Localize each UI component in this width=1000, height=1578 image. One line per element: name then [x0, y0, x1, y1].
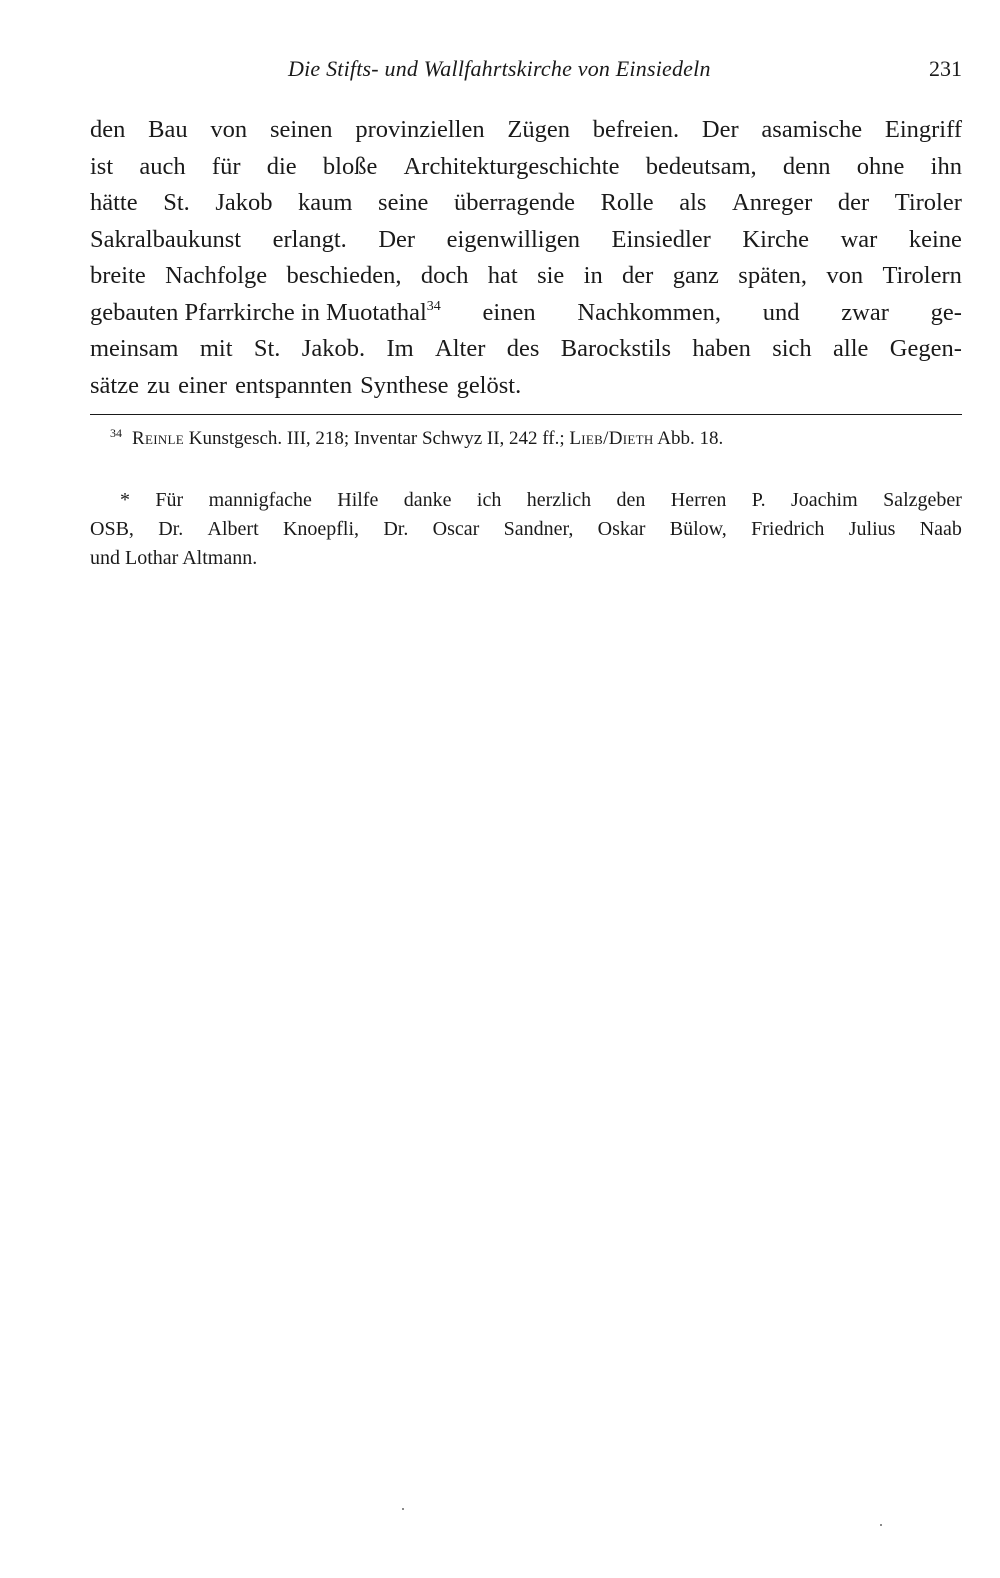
- word: Friedrich: [751, 518, 825, 540]
- asterisk-mark: *: [120, 489, 130, 511]
- word: Jakob: [215, 189, 273, 216]
- word: ist: [90, 152, 114, 180]
- word: kaum: [298, 189, 353, 216]
- word: Gegen-: [889, 335, 962, 362]
- word: doch: [420, 262, 469, 289]
- body-line: [90, 112, 962, 149]
- body-line: [90, 185, 962, 222]
- word: Knoepfli,: [282, 518, 360, 540]
- word: hätte: [90, 189, 138, 216]
- page-number: 231: [929, 56, 962, 81]
- word: herzlich: [526, 489, 592, 511]
- word: einen: [482, 298, 536, 326]
- word: hat: [487, 262, 518, 289]
- word: Salzgeber: [883, 489, 962, 511]
- word: der: [837, 189, 870, 216]
- word: Anreger: [732, 189, 813, 216]
- word: und: [762, 298, 800, 326]
- word: Joachim: [791, 489, 858, 511]
- word: befreien.: [592, 116, 680, 143]
- footnote-divider: [90, 414, 962, 415]
- word: Tirolern: [882, 262, 962, 289]
- footnote-34: [110, 424, 962, 454]
- word: mannigfache: [208, 489, 312, 511]
- footnote-author: Lieb/Dieth: [569, 428, 654, 449]
- word: erlangt.: [272, 225, 347, 253]
- word: eigenwilligen: [446, 225, 580, 253]
- word: Dr.: [383, 518, 409, 540]
- footnote-reference-text: Kunstgesch. III, 218; Inventar Schwyz II, 242 ff.;: [188, 428, 565, 449]
- running-title: Die Stifts- und Wallfahrtskirche von Einsiedeln: [288, 56, 711, 81]
- word: Zügen: [507, 116, 570, 143]
- word: St.: [253, 335, 281, 362]
- word: Synthese: [360, 371, 449, 399]
- running-head: [90, 56, 962, 90]
- scan-speck: [880, 1524, 882, 1526]
- word: P.: [751, 489, 766, 511]
- word: entspannten: [235, 371, 353, 399]
- word: des: [506, 335, 540, 362]
- word: breite: [90, 262, 146, 289]
- word: ge-: [930, 298, 962, 326]
- body-line: [90, 368, 962, 405]
- word: Bülow,: [669, 518, 727, 540]
- word: den: [616, 489, 646, 511]
- word: überragende: [453, 189, 576, 216]
- word: den: [90, 116, 126, 143]
- word: Oscar: [432, 518, 480, 540]
- word: von: [210, 116, 248, 143]
- word: Eingriff: [884, 116, 962, 143]
- word: Naab: [919, 518, 962, 540]
- note-line: [90, 515, 962, 544]
- word: der: [622, 262, 654, 289]
- acknowledgement-note: [90, 486, 962, 573]
- word: provinziellen: [355, 116, 485, 143]
- note-line: [90, 544, 962, 573]
- word: Kirche: [742, 225, 810, 253]
- word: ihn: [930, 152, 962, 180]
- word: zu: [146, 371, 171, 399]
- word: Sakralbaukunst: [90, 225, 242, 253]
- word: Im: [386, 335, 414, 362]
- word: Alter: [435, 335, 486, 362]
- body-line: [90, 222, 962, 259]
- word: sätze: [90, 371, 139, 399]
- word-group: [90, 295, 441, 332]
- word: OSB,: [90, 518, 134, 540]
- body-line: [90, 149, 962, 186]
- word: Architekturgeschichte: [403, 152, 620, 180]
- word: Nachkommen,: [577, 298, 721, 326]
- word: einer: [178, 371, 228, 399]
- word: Tiroler: [894, 189, 962, 216]
- word: bedeutsam,: [645, 152, 757, 180]
- note-last-line: und Lothar Altmann.: [90, 547, 258, 569]
- body-paragraph: [90, 112, 962, 404]
- footnote-reference: 34: [426, 298, 441, 314]
- word: war: [840, 225, 878, 253]
- word: in: [583, 262, 603, 289]
- body-line: [90, 258, 962, 295]
- word: beschieden,: [286, 262, 402, 289]
- scan-speck: [402, 1508, 404, 1510]
- word: ohne: [856, 152, 905, 180]
- word: mit: [199, 335, 233, 362]
- body-line: [90, 331, 962, 368]
- footnote-number: 34: [110, 426, 122, 440]
- word: seine: [378, 189, 429, 216]
- word: Bau: [148, 116, 188, 143]
- word: Julius: [848, 518, 896, 540]
- word: haben: [692, 335, 751, 362]
- word: für: [211, 152, 241, 180]
- word: Barockstils: [560, 335, 671, 362]
- word: Für: [155, 489, 184, 511]
- word: von: [826, 262, 864, 289]
- footnote-reference-text: Abb. 18.: [657, 428, 724, 449]
- word: Sandner,: [503, 518, 574, 540]
- body-line: [90, 295, 962, 332]
- word: Jakob.: [301, 335, 366, 362]
- word: ganz: [672, 262, 719, 289]
- word: gelöst.: [456, 371, 522, 399]
- word: asamische: [761, 116, 863, 143]
- word: Albert: [207, 518, 259, 540]
- word: Der: [378, 225, 416, 253]
- word: Einsiedler: [611, 225, 711, 253]
- word: sich: [772, 335, 812, 362]
- word: Nachfolge: [165, 262, 268, 289]
- word: späten,: [738, 262, 807, 289]
- word: als: [679, 189, 707, 216]
- word: meinsam: [90, 335, 179, 362]
- word: Oskar: [597, 518, 646, 540]
- word: bloße: [322, 152, 378, 180]
- footnote-author: Reinle: [132, 428, 185, 449]
- word: St.: [163, 189, 190, 216]
- word: ich: [476, 489, 502, 511]
- word: seinen: [269, 116, 333, 143]
- word: auch: [139, 152, 186, 180]
- word: Herren: [670, 489, 727, 511]
- word: Rolle: [600, 189, 654, 216]
- word: Der: [701, 116, 739, 143]
- word: die: [266, 152, 297, 180]
- word: danke: [403, 489, 452, 511]
- text-span: gebauten Pfarrkirche in Muotathal: [90, 298, 427, 326]
- word: keine: [908, 225, 962, 253]
- note-line: [90, 486, 962, 515]
- word: alle: [833, 335, 869, 362]
- word: sie: [537, 262, 565, 289]
- word: zwar: [841, 298, 889, 326]
- word: Hilfe: [337, 489, 379, 511]
- word: denn: [782, 152, 831, 180]
- word: Dr.: [158, 518, 184, 540]
